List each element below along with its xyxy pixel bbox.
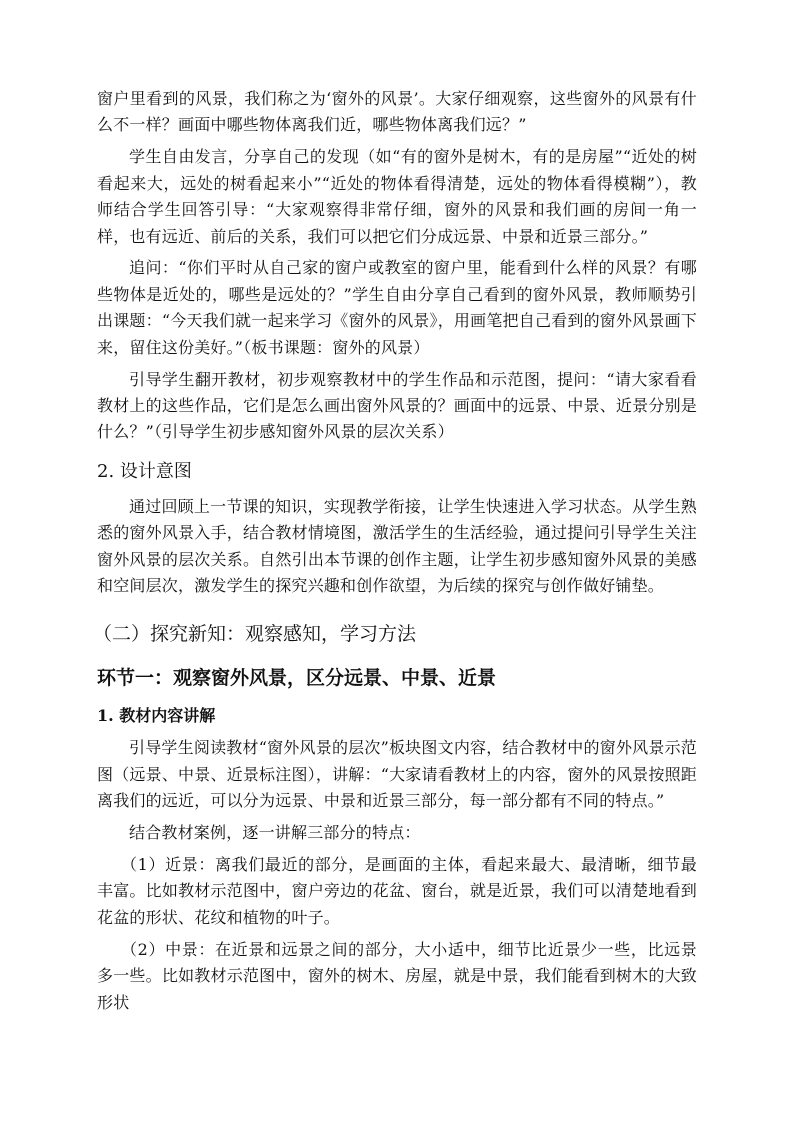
paragraph-textbook-observation: 引导学生翻开教材，初步观察教材中的学生作品和示范图，提问：“请大家看看教材上的这些作品，它们是怎么画出窗外风景的？画面中的远景、中景、近景分别是什么？”（引导学生初步感知窗外风景的层次关系） xyxy=(97,369,697,442)
heading-design-intent: 2. 设计意图 xyxy=(97,460,192,482)
paragraph-follow-up-question: 追问：“你们平时从自己家的窗户或教室的窗户里，能看到什么样的风景？有哪些物体是近处的，哪些是远处的？”学生自由分享自己看到的窗外风景，教师顺势引出课题：“今天我们就一起来学习《窗外的风景》，用画笔把自己看到的窗外风景画下来，留住这份美好。”（板书课题：窗外的风景） xyxy=(97,258,697,357)
paragraph-student-discussion: 学生自由发言，分享自己的发现（如“有的窗外是树木，有的是房屋”“近处的树看起来大，远处的树看起来小”“近处的物体看得清楚，远处的物体看得模糊”），教师结合学生回答引导：“大家观察得非常仔细，窗外的风景和我们画的房间一角一样，也有远近、前后的关系，我们可以把它们分成远景、中景和近景三部分。” xyxy=(97,147,697,246)
list-item-foreground: （1）近景：离我们最近的部分，是画面的主体，看起来最大、最清晰，细节最丰富。比如教材示范图中，窗户旁边的花盆、窗台，就是近景，我们可以清楚地看到花盆的形状、花纹和植物的叶子。 xyxy=(97,855,697,927)
list-item-middleground: （2）中景：在近景和远景之间的部分，大小适中，细节比近景少一些，比远景多一些。比如教材示范图中，窗外的树木、房屋，就是中景，我们能看到树木的大致形状 xyxy=(97,939,697,1012)
paragraph-design-intent: 通过回顾上一节课的知识，实现教学衔接，让学生快速进入学习状态。从学生熟悉的窗外风景入手，结合教材情境图，激活学生的生活经验，通过提问引导学生关注窗外风景的层次关系。自然引出本节课的创作主题，让学生初步感知窗外风景的美感和空间层次，激发学生的探究兴趣和创作欲望，为后续的探究与创作做好铺垫。 xyxy=(97,496,697,595)
paragraph-three-parts-intro: 结合教材案例，逐一讲解三部分的特点： xyxy=(129,823,421,843)
document-body xyxy=(93,86,697,1021)
heading-textbook-explanation: 1. 教材内容讲解 xyxy=(97,706,216,726)
paragraph-continued: 窗户里看到的风景，我们称之为‘窗外的风景’。大家仔细观察，这些窗外的风景有什么不一样？画面中哪些物体离我们近，哪些物体离我们远？” xyxy=(97,89,697,135)
heading-stage-one: 环节一：观察窗外风景，区分远景、中景、近景 xyxy=(97,667,497,690)
paragraph-textbook-reading: 引导学生阅读教材“窗外风景的层次”板块图文内容，结合教材中的窗外风景示范图（远景、中景、近景标注图），讲解：“大家请看教材上的内容，窗外的风景按照距离我们的远近，可以分为远景、中景和近景三部分，每一部分都有不同的特点。” xyxy=(97,738,697,811)
heading-explore-new-knowledge: （二）探究新知：观察感知，学习方法 xyxy=(93,623,417,646)
